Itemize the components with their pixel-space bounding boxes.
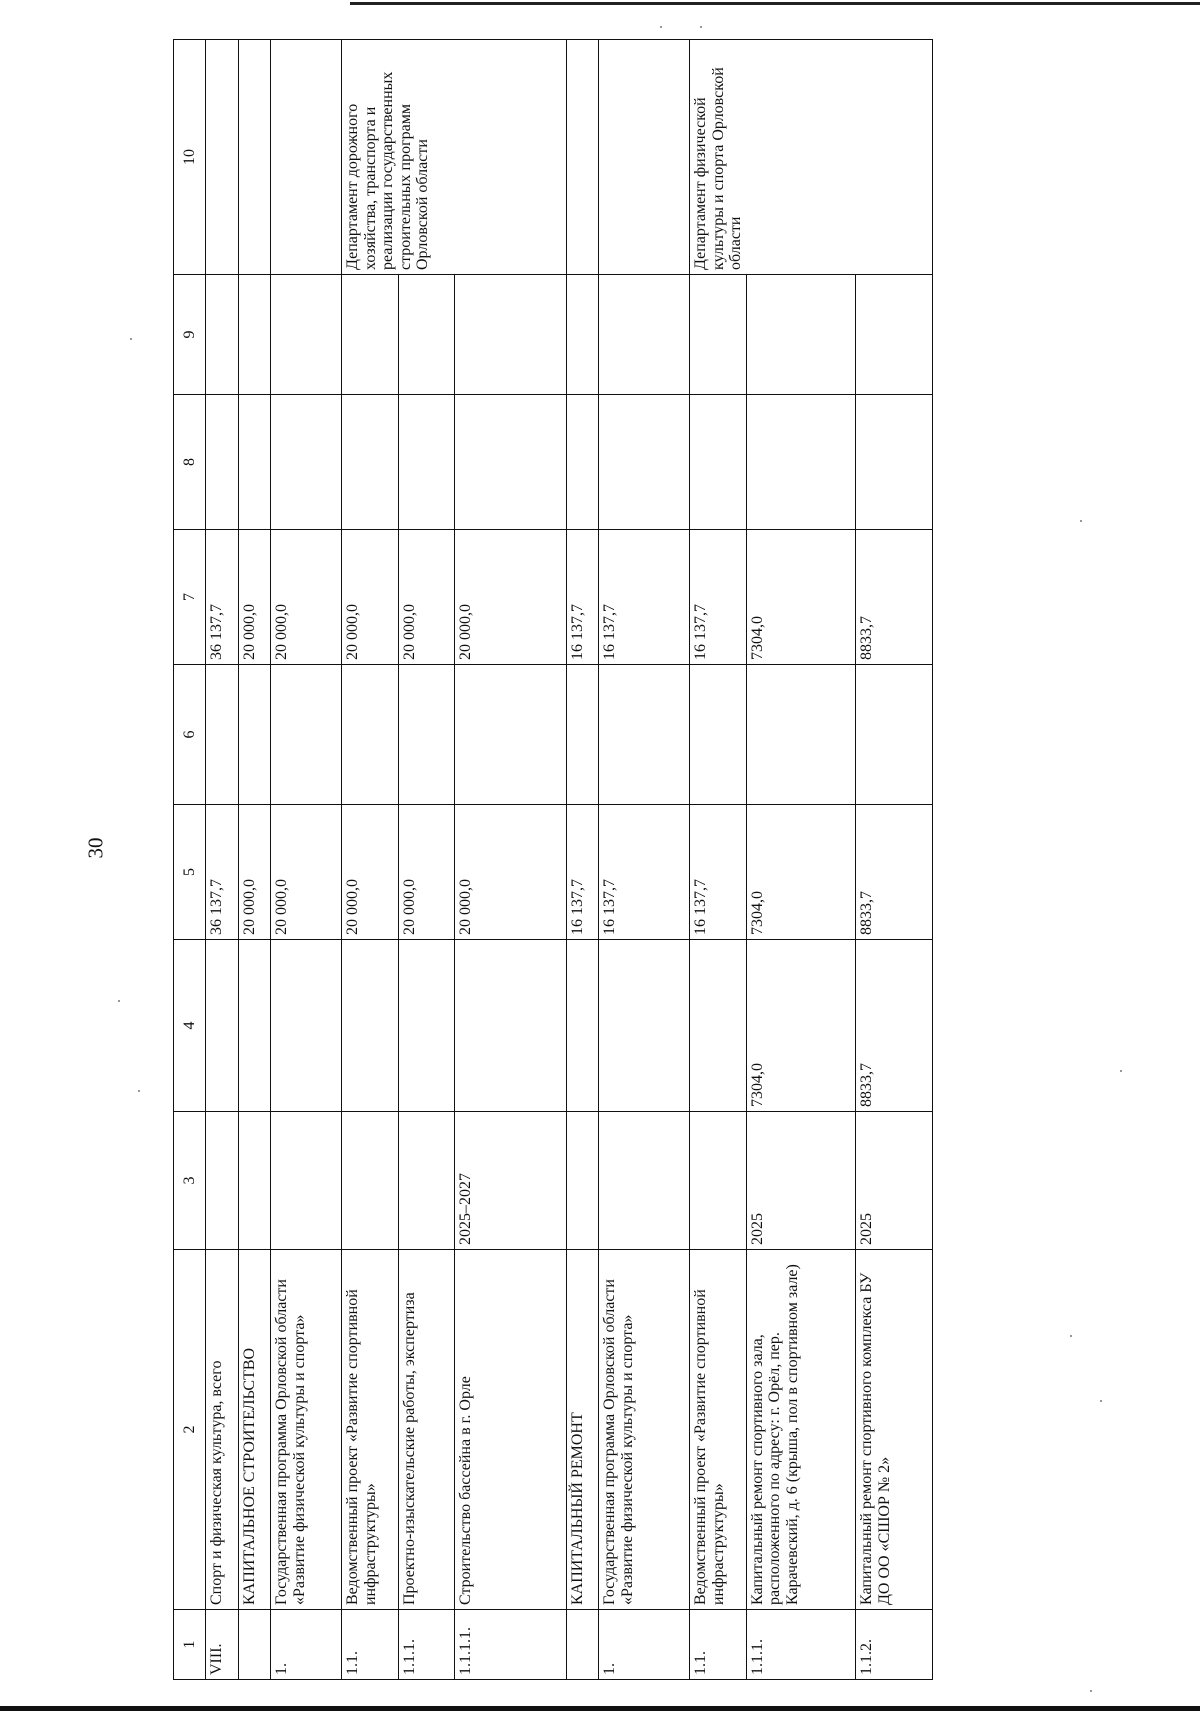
row-col10 [271,40,342,275]
row-years [690,1112,747,1250]
top-border-line [350,2,1200,5]
row-name: Государственная программа Орловской области «Развитие физической культуры и спорта» [271,1250,342,1610]
scan-speck [660,26,662,28]
header-cell: 5 [174,805,206,940]
row-col6 [598,665,689,805]
row-name: Капитальный ремонт спортивного зала, расположенного по адресу: г. Орёл, пер. Карачевский, д. 6 (крыша, пол в спортивном зале) [746,1250,855,1610]
row-col9 [856,275,933,395]
row-name: КАПИТАЛЬНОЕ СТРОИТЕЛЬСТВО [238,1250,270,1610]
row-col5: 16 137,7 [690,805,747,940]
row-number: 1.1.2. [856,1610,933,1680]
row-number [238,1610,270,1680]
row-number: VIII. [206,1610,238,1680]
row-years [206,1112,238,1250]
row-col7: 16 137,7 [690,530,747,665]
row-years [271,1112,342,1250]
row-col5: 20 000,0 [238,805,270,940]
row-col6 [856,665,933,805]
rotated-table-container [173,40,933,1680]
row-col10 [238,40,270,275]
row-col9 [206,275,238,395]
row-col5: 16 137,7 [566,805,598,940]
row-col5: 16 137,7 [598,805,689,940]
row-col6 [271,665,342,805]
scan-speck [1100,1400,1102,1402]
row-col8 [206,395,238,530]
row-col4 [690,940,747,1112]
row-years [238,1112,270,1250]
row-number: 1. [271,1610,342,1680]
row-col6 [455,665,566,805]
row-number: 1. [598,1610,689,1680]
row-col4 [206,940,238,1112]
scan-speck [1120,1070,1122,1072]
scan-speck [118,1000,120,1002]
row-col8 [238,395,270,530]
row-col9 [455,275,566,395]
row-col6 [341,665,398,805]
row-name: Проектно-изыскательские работы, экспертиза [398,1250,455,1610]
responsible-department-2: Департамент физической культуры и спорта Орловской области [690,40,933,275]
row-col8 [746,395,855,530]
row-col9 [271,275,342,395]
budget-table [173,39,933,1680]
row-name: Ведомственный проект «Развитие спортивной инфраструктуры» [690,1250,747,1610]
row-name: Капитальный ремонт спортивного комплекса БУ ДО ОО «СШОР № 2» [856,1250,933,1610]
row-col7: 20 000,0 [341,530,398,665]
scan-speck [1080,520,1082,522]
header-cell: 1 [174,1610,206,1680]
row-col6 [238,665,270,805]
row-col5: 20 000,0 [271,805,342,940]
row-col7: 7304,0 [746,530,855,665]
header-cell: 2 [174,1250,206,1610]
table-row [598,40,689,1680]
row-col5: 7304,0 [746,805,855,940]
row-col4 [455,940,566,1112]
row-col5: 20 000,0 [398,805,455,940]
header-cell: 3 [174,1112,206,1250]
row-col5: 8833,7 [856,805,933,940]
row-col8 [566,395,598,530]
row-years [341,1112,398,1250]
row-col4 [238,940,270,1112]
row-col7: 16 137,7 [598,530,689,665]
row-name: Государственная программа Орловской области «Развитие физической культуры и спорта» [598,1250,689,1610]
header-cell: 4 [174,940,206,1112]
row-col9 [746,275,855,395]
table-row [455,40,566,1680]
row-col8 [398,395,455,530]
row-col9 [238,275,270,395]
row-col6 [566,665,598,805]
row-col6 [206,665,238,805]
row-col4 [341,940,398,1112]
scan-speck [700,26,702,28]
row-number: 1.1. [341,1610,398,1680]
scan-speck [130,338,132,340]
row-name: Строительство бассейна в г. Орле [455,1250,566,1610]
row-col10 [206,40,238,275]
row-years [398,1112,455,1250]
table-row [341,40,398,1680]
row-col4: 8833,7 [856,940,933,1112]
row-col4 [598,940,689,1112]
header-cell: 8 [174,395,206,530]
table-row [398,40,455,1680]
row-col8 [690,395,747,530]
row-col7: 36 137,7 [206,530,238,665]
header-cell: 9 [174,275,206,395]
row-number [566,1610,598,1680]
row-name: КАПИТАЛЬНЫЙ РЕМОНТ [566,1250,598,1610]
table-row [746,40,855,1680]
row-name: Ведомственный проект «Развитие спортивной инфраструктуры» [341,1250,398,1610]
row-number: 1.1.1. [398,1610,455,1680]
row-col4: 7304,0 [746,940,855,1112]
row-col7: 20 000,0 [238,530,270,665]
table-row [566,40,598,1680]
page-number: 30 [83,837,108,859]
table-row [206,40,238,1680]
row-number: 1.1.1. [746,1610,855,1680]
responsible-department-1: Департамент дорожного хозяйства, транспорта и реализации государственных строительных программ Орловской области [341,40,566,275]
scan-speck [1070,1335,1072,1337]
header-cell: 7 [174,530,206,665]
row-col6 [690,665,747,805]
table-row [856,40,933,1680]
row-col8 [598,395,689,530]
row-col7: 20 000,0 [398,530,455,665]
row-col8 [271,395,342,530]
row-col9 [566,275,598,395]
scan-speck [138,1090,140,1092]
header-row [174,40,206,1680]
header-cell: 6 [174,665,206,805]
row-col7: 20 000,0 [271,530,342,665]
row-name: Спорт и физическая культура, всего [206,1250,238,1610]
row-col8 [455,395,566,530]
row-years [566,1112,598,1250]
row-col4 [566,940,598,1112]
row-years: 2025 [746,1112,855,1250]
row-col4 [398,940,455,1112]
row-col5: 20 000,0 [455,805,566,940]
row-col9 [690,275,747,395]
row-number: 1.1.1.1. [455,1610,566,1680]
row-years: 2025 [856,1112,933,1250]
row-years [598,1112,689,1250]
row-col6 [398,665,455,805]
row-years: 2025–2027 [455,1112,566,1250]
row-col9 [598,275,689,395]
scan-speck [1090,1690,1092,1692]
header-cell: 10 [174,40,206,275]
row-col9 [398,275,455,395]
table-row [271,40,342,1680]
bottom-border-line [0,1706,1200,1711]
row-col8 [856,395,933,530]
row-col7: 20 000,0 [455,530,566,665]
row-col10 [566,40,598,275]
row-col5: 36 137,7 [206,805,238,940]
row-col4 [271,940,342,1112]
row-col5: 20 000,0 [341,805,398,940]
row-col6 [746,665,855,805]
row-col8 [341,395,398,530]
row-col7: 16 137,7 [566,530,598,665]
table-row [690,40,747,1680]
row-number: 1.1. [690,1610,747,1680]
table-row [238,40,270,1680]
row-col7: 8833,7 [856,530,933,665]
row-col9 [341,275,398,395]
row-col10 [598,40,689,275]
